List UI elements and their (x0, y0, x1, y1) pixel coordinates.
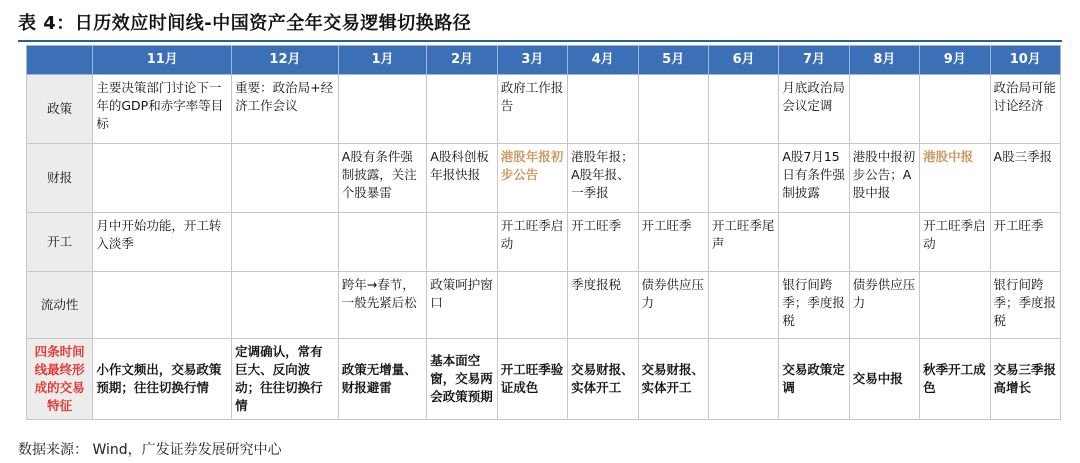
row-label: 财报 (27, 144, 93, 213)
table-cell (708, 339, 778, 420)
table-cell: 月中开始功能，开工转入淡季 (93, 213, 232, 272)
table-cell (338, 75, 427, 144)
table-cell: 交易财报、实体开工 (568, 339, 638, 420)
table-cell (568, 75, 638, 144)
table-cell: 开工旺季 (568, 213, 638, 272)
table-cell: 定调确认，常有巨大、反向波动；往往切换行情 (232, 339, 339, 420)
table-cell: 开工旺季启动 (497, 213, 567, 272)
table-title-row (18, 4, 471, 40)
table-cell: 债券供应压力 (849, 272, 919, 339)
source-note: 数据来源： Wind，广发证券发展研究中心 (18, 442, 282, 458)
table-cell (849, 75, 919, 144)
table-row-liquidity (27, 272, 1061, 339)
table-row-earnings (27, 144, 1061, 213)
table-cell (232, 272, 339, 339)
table-cell (93, 144, 232, 213)
table-cell: A股科创板年报快报 (427, 144, 497, 213)
table-cell: 交易中报 (849, 339, 919, 420)
table-title: 表 4：日历效应时间线-中国资产全年交易逻辑切换路径 (18, 13, 472, 34)
calendar-timeline-table (26, 45, 1061, 420)
table-cell (779, 213, 849, 272)
table-cell: 基本面空窗，交易两会政策预期 (427, 339, 497, 420)
table-cell (427, 213, 497, 272)
table-cell (232, 144, 339, 213)
table-cell (708, 272, 778, 339)
table-cell: 秋季开工成色 (920, 339, 990, 420)
table-cell: 季度报税 (568, 272, 638, 339)
row-label-highlight: 四条时间线最终形成的交易特征 (27, 339, 93, 420)
table-cell: 交易政策定调 (779, 339, 849, 420)
header-month: 1月 (338, 46, 427, 75)
table-cell (427, 75, 497, 144)
table-cell: 政策呵护窗口 (427, 272, 497, 339)
header-month: 12月 (232, 46, 339, 75)
table-cell: 开工旺季 (990, 213, 1060, 272)
table-cell (708, 75, 778, 144)
table-cell: A股三季报 (990, 144, 1060, 213)
table-row-trading-features (27, 339, 1061, 420)
header-month: 10月 (990, 46, 1060, 75)
title-divider (18, 40, 1062, 42)
header-month: 2月 (427, 46, 497, 75)
table-cell: 开工旺季 (638, 213, 708, 272)
table-cell: 政治局可能讨论经济 (990, 75, 1060, 144)
table-cell (920, 75, 990, 144)
header-month: 9月 (920, 46, 990, 75)
table-cell (920, 272, 990, 339)
table-cell-highlight: 港股年报初步公告 (497, 144, 567, 213)
header-month: 4月 (568, 46, 638, 75)
table-cell: 重要：政治局+经济工作会议 (232, 75, 339, 144)
header-month: 5月 (638, 46, 708, 75)
table-cell: 开工旺季启动 (920, 213, 990, 272)
table-cell (708, 144, 778, 213)
table-cell (638, 75, 708, 144)
table-cell: 银行间跨季；季度报税 (990, 272, 1060, 339)
table-cell: A股7月15日有条件强制披露 (779, 144, 849, 213)
header-month: 7月 (779, 46, 849, 75)
table-cell: 开工旺季验证成色 (497, 339, 567, 420)
row-label: 开工 (27, 213, 93, 272)
header-corner (27, 46, 93, 75)
table-cell (849, 213, 919, 272)
table-cell: 小作文频出，交易政策预期；往往切换行情 (93, 339, 232, 420)
table-cell (497, 272, 567, 339)
table-row-construction (27, 213, 1061, 272)
table-cell: 开工旺季尾声 (708, 213, 778, 272)
table-cell: 交易财报、实体开工 (638, 339, 708, 420)
table-cell: A股有条件强制披露，关注个股暴雷 (338, 144, 427, 213)
table-cell (232, 213, 339, 272)
header-row (27, 46, 1061, 75)
table-row-policy (27, 75, 1061, 144)
table-cell: 跨年→春节，一般先紧后松 (338, 272, 427, 339)
row-label: 流动性 (27, 272, 93, 339)
table-cell: 港股中报初步公告；A股中报 (849, 144, 919, 213)
row-label: 政策 (27, 75, 93, 144)
table-cell: 月底政治局会议定调 (779, 75, 849, 144)
table-cell (93, 272, 232, 339)
table-cell: 政策无增量、财报避雷 (338, 339, 427, 420)
header-month: 11月 (93, 46, 232, 75)
table-cell: 交易三季报高增长 (990, 339, 1060, 420)
table-cell: 主要决策部门讨论下一年的GDP和赤字率等目标 (93, 75, 232, 144)
table-cell: 债券供应压力 (638, 272, 708, 339)
table-cell: 银行间跨季；季度报税 (779, 272, 849, 339)
table-cell: 政府工作报告 (497, 75, 567, 144)
header-month: 3月 (497, 46, 567, 75)
header-month: 8月 (849, 46, 919, 75)
table-cell-highlight: 港股中报 (920, 144, 990, 213)
table-cell (338, 213, 427, 272)
table-cell: 港股年报；A股年报、一季报 (568, 144, 638, 213)
table-cell (638, 144, 708, 213)
header-month: 6月 (708, 46, 778, 75)
